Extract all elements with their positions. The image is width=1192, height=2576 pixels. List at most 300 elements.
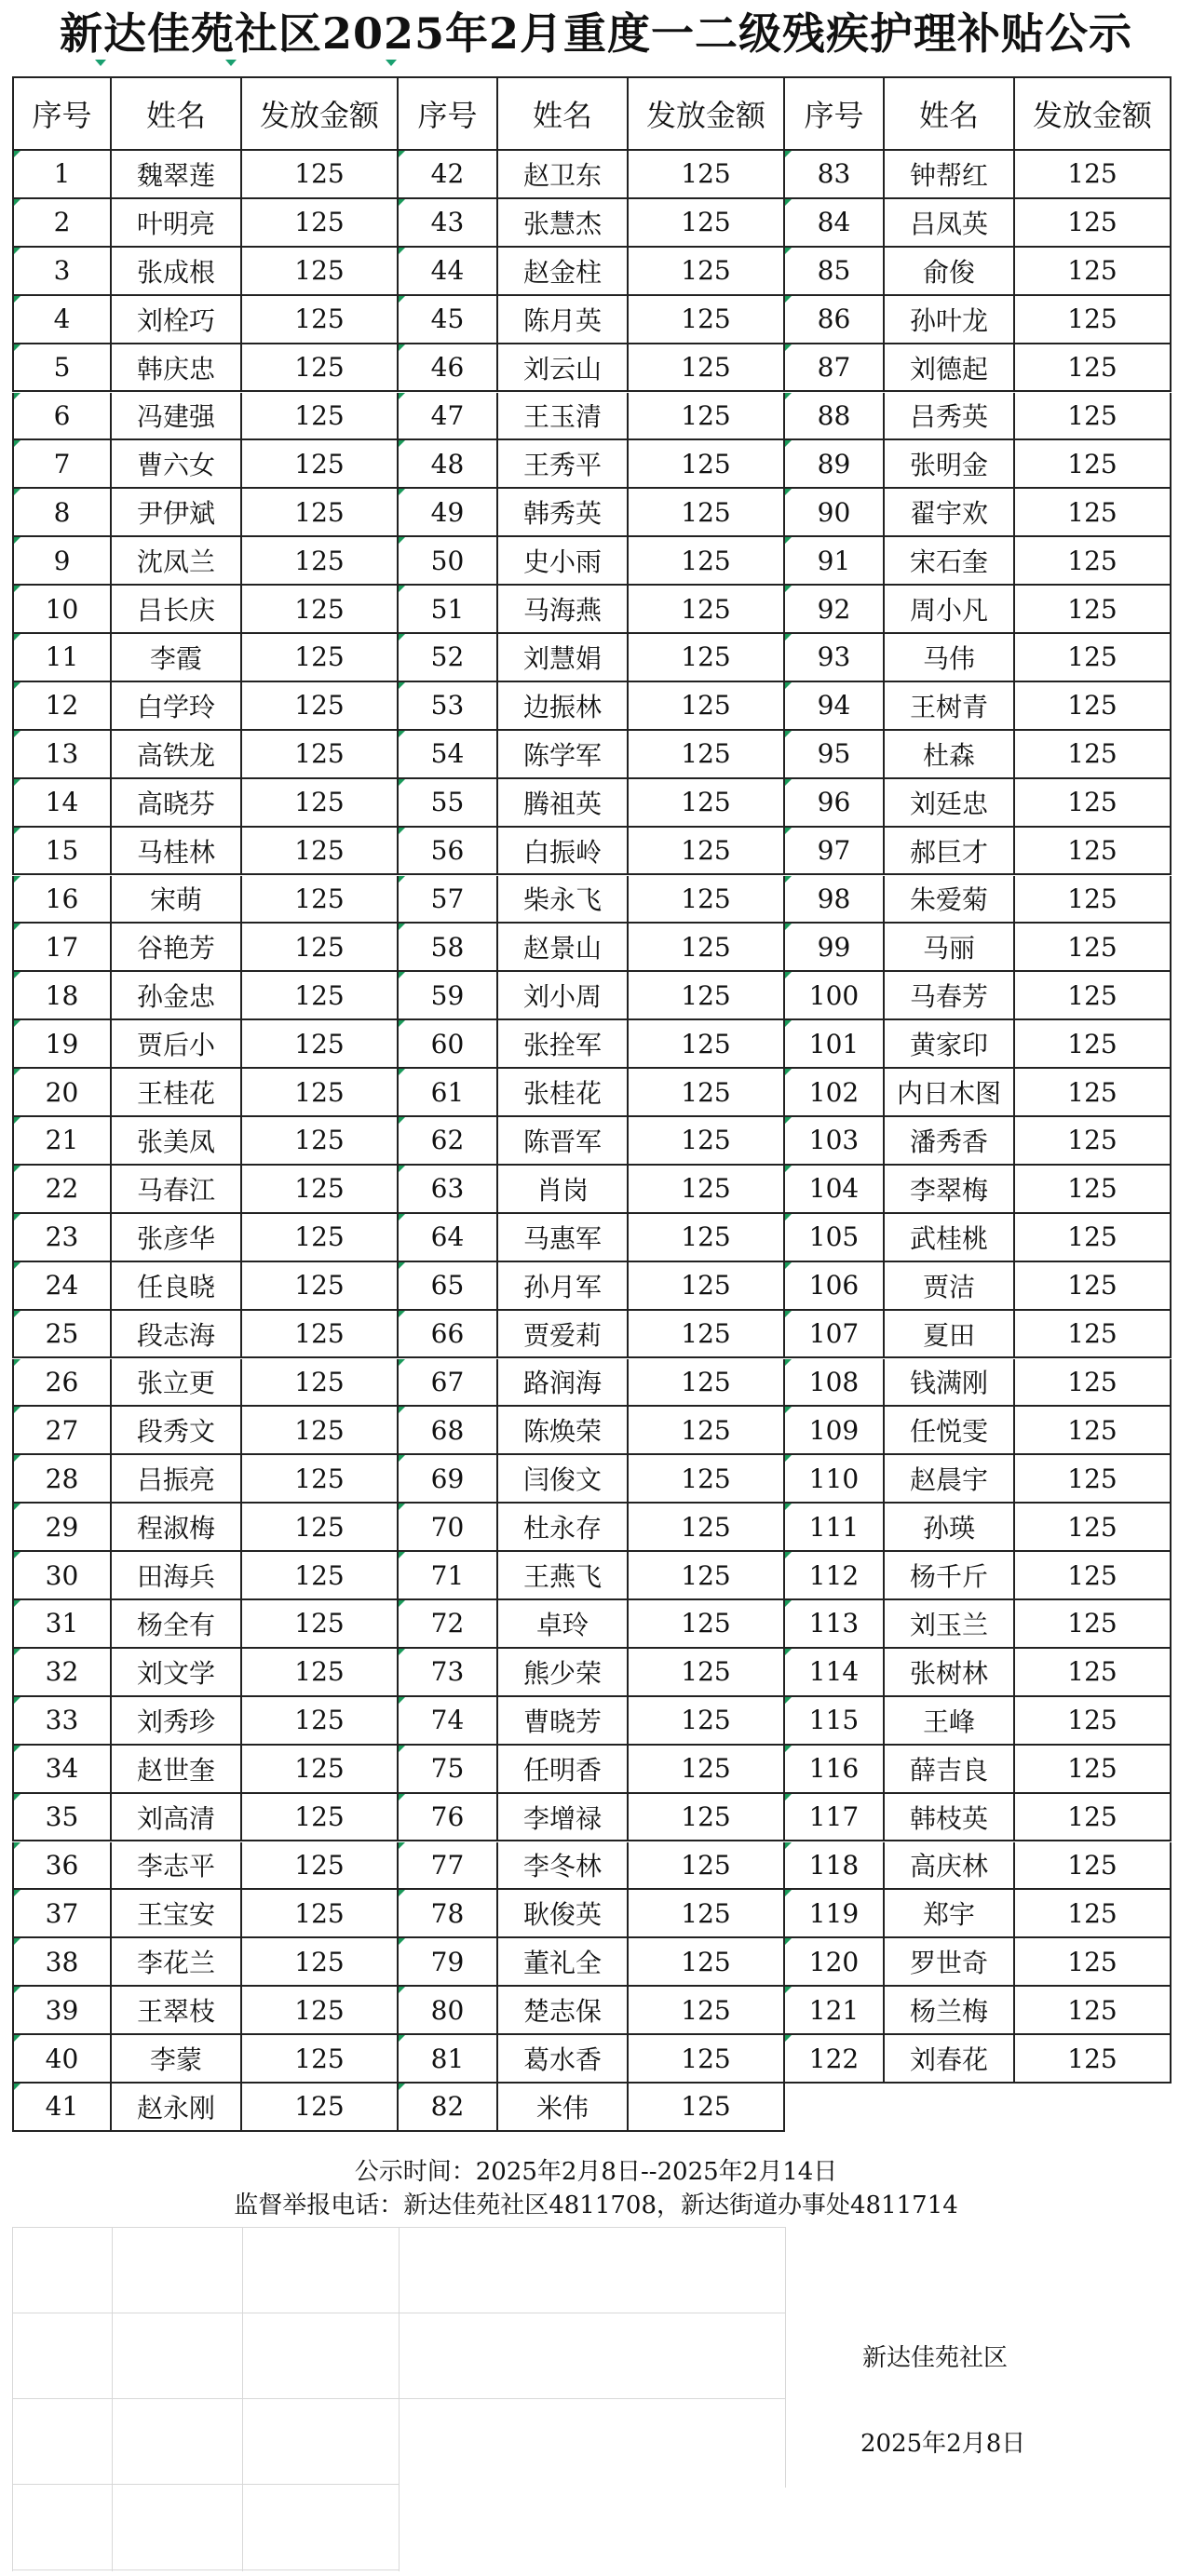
- cell-comment-indicator: [399, 1069, 405, 1075]
- cell-amount: 125: [629, 1890, 785, 1938]
- cell-comment-indicator: [785, 972, 792, 978]
- cell-amount: 125: [1015, 634, 1172, 682]
- cell-amount: 125: [242, 1649, 399, 1697]
- cell-amount: 125: [242, 1166, 399, 1214]
- cell-comment-indicator: [399, 393, 405, 399]
- cell-comment-indicator: [785, 1842, 792, 1849]
- cell-index: 21: [12, 1117, 112, 1166]
- cell-index: 25: [12, 1311, 112, 1359]
- cell-index: 9: [12, 537, 112, 586]
- cell-amount: 125: [629, 972, 785, 1020]
- cell-index: 110: [785, 1455, 885, 1504]
- cell-name: 韩庆忠: [112, 344, 242, 393]
- cell-comment-indicator: [785, 1552, 792, 1558]
- cell-name: 赵卫东: [498, 151, 629, 199]
- cell-comment-indicator: [14, 248, 20, 254]
- cell-index: 44: [399, 248, 498, 296]
- cell-amount: 125: [242, 537, 399, 586]
- cell-index: 6: [12, 393, 112, 441]
- cell-name: 周小凡: [885, 586, 1015, 634]
- cell-name: 赵晨宇: [885, 1455, 1015, 1504]
- cell-amount: 125: [242, 489, 399, 537]
- cell-index: 66: [399, 1311, 498, 1359]
- cell-index: 112: [785, 1552, 885, 1600]
- cell-comment-indicator: [399, 1697, 405, 1704]
- cell-name: 马春江: [112, 1166, 242, 1214]
- cell-amount: 125: [629, 1504, 785, 1552]
- cell-comment-indicator: [785, 489, 792, 495]
- notice-period: 公示时间：2025年2月8日--2025年2月14日: [354, 2158, 838, 2186]
- cell-index: 53: [399, 682, 498, 731]
- cell-amount: 125: [242, 1214, 399, 1262]
- cell-index: 30: [12, 1552, 112, 1600]
- cell-amount: 125: [1015, 924, 1172, 972]
- cell-amount: 125: [242, 1890, 399, 1938]
- cell-name: 马丽: [885, 924, 1015, 972]
- cell-amount: 125: [1015, 537, 1172, 586]
- cell-name: 郝巨才: [885, 828, 1015, 876]
- cell-index: 34: [12, 1746, 112, 1794]
- cell-index: 68: [399, 1407, 498, 1455]
- cell-name: 刘德起: [885, 344, 1015, 393]
- cell-amount: 125: [242, 924, 399, 972]
- cell-comment-indicator: [399, 1117, 405, 1124]
- cell-comment-indicator: [399, 296, 405, 303]
- cell-amount: 125: [1015, 972, 1172, 1020]
- cell-amount: 125: [629, 586, 785, 634]
- cell-comment-indicator: [785, 296, 792, 303]
- cell-comment-indicator: [399, 924, 405, 930]
- cell-comment-indicator: [14, 1262, 20, 1269]
- cell-name: 李蒙: [112, 2035, 242, 2084]
- cell-name: 张美凤: [112, 1117, 242, 1166]
- cell-name: 李花兰: [112, 1938, 242, 1987]
- cell-comment-indicator: [399, 1166, 405, 1172]
- cell-index: 119: [785, 1890, 885, 1938]
- cell-amount: 125: [1015, 1166, 1172, 1214]
- header-amount-1: 发放金额: [242, 76, 399, 151]
- cell-index: 95: [785, 731, 885, 779]
- cell-name: 贾爱莉: [498, 1311, 629, 1359]
- cell-amount: 125: [1015, 393, 1172, 441]
- cell-name: 吕凤英: [885, 199, 1015, 248]
- cell-index: 57: [399, 876, 498, 924]
- cell-index: 58: [399, 924, 498, 972]
- cell-comment-indicator: [399, 1020, 405, 1027]
- cell-index: 82: [399, 2084, 498, 2132]
- cell-amount: 125: [629, 779, 785, 828]
- cell-name: 李翠梅: [885, 1166, 1015, 1214]
- cell-comment-indicator: [785, 1166, 792, 1172]
- cell-comment-indicator: [14, 151, 20, 157]
- cell-index: 35: [12, 1794, 112, 1842]
- cell-name: 陈焕荣: [498, 1407, 629, 1455]
- cell-name: 赵世奎: [112, 1746, 242, 1794]
- cell-amount: 125: [629, 682, 785, 731]
- cell-name: 段志海: [112, 1311, 242, 1359]
- cell-index: 10: [12, 586, 112, 634]
- cell-comment-indicator: [785, 1697, 792, 1704]
- cell-index: 50: [399, 537, 498, 586]
- cell-amount: 125: [242, 393, 399, 441]
- cell-name: 杜永存: [498, 1504, 629, 1552]
- cell-name: 吕振亮: [112, 1455, 242, 1504]
- cell-index: 89: [785, 440, 885, 489]
- gridline: [12, 2398, 399, 2399]
- cell-index: 81: [399, 2035, 498, 2084]
- cell-comment-indicator: [399, 248, 405, 254]
- cell-index: 116: [785, 1746, 885, 1794]
- cell-amount: 125: [629, 440, 785, 489]
- cell-comment-indicator: [785, 586, 792, 592]
- cell-index: 49: [399, 489, 498, 537]
- cell-amount: 125: [1015, 1455, 1172, 1504]
- cell-name: 刘廷忠: [885, 779, 1015, 828]
- cell-name: 吕秀英: [885, 393, 1015, 441]
- cell-amount: 125: [629, 2084, 785, 2132]
- cell-comment-indicator: [785, 1890, 792, 1896]
- cell-comment-indicator: [785, 1504, 792, 1510]
- cell-amount: 125: [242, 1020, 399, 1069]
- cell-comment-indicator: [399, 1890, 405, 1896]
- cell-comment-indicator: [785, 731, 792, 737]
- cell-index: 48: [399, 440, 498, 489]
- filter-marker-2[interactable]: [225, 60, 237, 66]
- cell-comment-indicator: [785, 1600, 792, 1607]
- cell-amount: 125: [1015, 1069, 1172, 1117]
- cell-amount: 125: [629, 151, 785, 199]
- cell-amount: 125: [242, 1311, 399, 1359]
- cell-name: 刘栓巧: [112, 296, 242, 344]
- cell-comment-indicator: [14, 1890, 20, 1896]
- cell-name: 白学玲: [112, 682, 242, 731]
- cell-amount: 125: [242, 1794, 399, 1842]
- cell-comment-indicator: [785, 1117, 792, 1124]
- cell-name: 韩秀英: [498, 489, 629, 537]
- cell-index: 20: [12, 1069, 112, 1117]
- cell-amount: 125: [629, 876, 785, 924]
- cell-index: 47: [399, 393, 498, 441]
- cell-name: 王秀平: [498, 440, 629, 489]
- cell-amount: 125: [629, 1069, 785, 1117]
- cell-amount: 125: [629, 1649, 785, 1697]
- cell-amount: 125: [1015, 489, 1172, 537]
- cell-comment-indicator: [14, 1117, 20, 1124]
- cell-comment-indicator: [14, 876, 20, 883]
- cell-amount: 125: [242, 1117, 399, 1166]
- cell-comment-indicator: [14, 682, 20, 689]
- cell-name: 武桂桃: [885, 1214, 1015, 1262]
- cell-index: 96: [785, 779, 885, 828]
- cell-comment-indicator: [399, 1407, 405, 1413]
- cell-amount: 125: [1015, 682, 1172, 731]
- cell-comment-indicator: [785, 876, 792, 883]
- cell-amount: 125: [1015, 1117, 1172, 1166]
- cell-name: 李霞: [112, 634, 242, 682]
- cell-index: 14: [12, 779, 112, 828]
- cell-index: 42: [399, 151, 498, 199]
- cell-index: 40: [12, 2035, 112, 2084]
- cell-amount: 125: [242, 779, 399, 828]
- cell-name: 王玉清: [498, 393, 629, 441]
- cell-amount: 125: [629, 924, 785, 972]
- cell-amount: 125: [242, 1746, 399, 1794]
- cell-amount: 125: [629, 2035, 785, 2084]
- gridline: [242, 2227, 243, 2571]
- cell-index: 84: [785, 199, 885, 248]
- cell-name: 张成根: [112, 248, 242, 296]
- cell-comment-indicator: [14, 586, 20, 592]
- filter-marker-3[interactable]: [386, 60, 397, 66]
- cell-amount: 125: [1015, 1262, 1172, 1311]
- cell-amount: 125: [629, 1262, 785, 1311]
- gridline: [12, 2569, 399, 2570]
- cell-comment-indicator: [785, 248, 792, 254]
- cell-comment-indicator: [399, 1600, 405, 1607]
- cell-amount: 125: [242, 199, 399, 248]
- cell-name: 内日木图: [885, 1069, 1015, 1117]
- cell-name: 孙叶龙: [885, 296, 1015, 344]
- cell-name: 薛吉良: [885, 1746, 1015, 1794]
- cell-comment-indicator: [14, 1987, 20, 1993]
- cell-name: 孙瑛: [885, 1504, 1015, 1552]
- cell-name: 路润海: [498, 1359, 629, 1408]
- cell-index: 102: [785, 1069, 885, 1117]
- cell-name: 闫俊文: [498, 1455, 629, 1504]
- cell-name: 卓玲: [498, 1600, 629, 1649]
- cell-name: 张立更: [112, 1359, 242, 1408]
- cell-index: 98: [785, 876, 885, 924]
- cell-index: 56: [399, 828, 498, 876]
- cell-name: 杨全有: [112, 1600, 242, 1649]
- cell-name: 曹晓芳: [498, 1697, 629, 1746]
- cell-comment-indicator: [14, 972, 20, 978]
- cell-amount: 125: [1015, 1214, 1172, 1262]
- cell-comment-indicator: [14, 199, 20, 206]
- cell-amount: 125: [1015, 440, 1172, 489]
- cell-amount: 125: [242, 248, 399, 296]
- cell-index: 46: [399, 344, 498, 393]
- cell-comment-indicator: [14, 828, 20, 834]
- cell-comment-indicator: [785, 1069, 792, 1075]
- cell-amount: 125: [1015, 1600, 1172, 1649]
- cell-amount: 125: [1015, 1407, 1172, 1455]
- cell-name: 尹伊斌: [112, 489, 242, 537]
- cell-index: 117: [785, 1794, 885, 1842]
- cell-comment-indicator: [399, 199, 405, 206]
- cell-index: 65: [399, 1262, 498, 1311]
- cell-name: 张明金: [885, 440, 1015, 489]
- cell-index: 121: [785, 1987, 885, 2035]
- cell-amount: 125: [629, 1600, 785, 1649]
- cell-comment-indicator: [399, 1311, 405, 1317]
- cell-amount: 125: [629, 199, 785, 248]
- gridline: [12, 2227, 13, 2571]
- cell-comment-indicator: [14, 296, 20, 303]
- cell-comment-indicator: [14, 634, 20, 641]
- cell-index: 91: [785, 537, 885, 586]
- cell-comment-indicator: [14, 1794, 20, 1801]
- cell-name: 曹六女: [112, 440, 242, 489]
- cell-index: 38: [12, 1938, 112, 1987]
- cell-amount: 125: [1015, 731, 1172, 779]
- cell-comment-indicator: [785, 634, 792, 641]
- cell-amount: 125: [1015, 1842, 1172, 1891]
- cell-comment-indicator: [399, 586, 405, 592]
- cell-name: 宋石奎: [885, 537, 1015, 586]
- cell-amount: 125: [242, 440, 399, 489]
- cell-index: 87: [785, 344, 885, 393]
- signature-date: 2025年2月8日: [860, 2430, 1026, 2458]
- cell-index: 69: [399, 1455, 498, 1504]
- cell-index: 32: [12, 1649, 112, 1697]
- cell-name: 沈凤兰: [112, 537, 242, 586]
- cell-index: 118: [785, 1842, 885, 1891]
- cell-comment-indicator: [399, 682, 405, 689]
- cell-index: 114: [785, 1649, 885, 1697]
- cell-amount: 125: [242, 1069, 399, 1117]
- cell-amount: 125: [242, 344, 399, 393]
- cell-comment-indicator: [14, 1020, 20, 1027]
- cell-comment-indicator: [399, 2035, 405, 2042]
- cell-name: 高庆林: [885, 1842, 1015, 1891]
- cell-index: 107: [785, 1311, 885, 1359]
- cell-comment-indicator: [785, 537, 792, 544]
- cell-index: 26: [12, 1359, 112, 1408]
- cell-comment-indicator: [399, 876, 405, 883]
- filter-marker-1[interactable]: [95, 60, 106, 66]
- cell-name: 钟帮红: [885, 151, 1015, 199]
- cell-comment-indicator: [785, 1214, 792, 1221]
- cell-index: 23: [12, 1214, 112, 1262]
- gridline: [12, 2484, 399, 2485]
- cell-comment-indicator: [399, 537, 405, 544]
- cell-comment-indicator: [399, 1938, 405, 1945]
- cell-index: 78: [399, 1890, 498, 1938]
- cell-comment-indicator: [14, 440, 20, 447]
- cell-name: 耿俊英: [498, 1890, 629, 1938]
- cell-comment-indicator: [785, 682, 792, 689]
- cell-index: 79: [399, 1938, 498, 1987]
- cell-name: 白振岭: [498, 828, 629, 876]
- cell-index: 113: [785, 1600, 885, 1649]
- cell-name: 史小雨: [498, 537, 629, 586]
- cell-index: 99: [785, 924, 885, 972]
- cell-amount: 125: [629, 1842, 785, 1891]
- cell-name: 王翠枝: [112, 1987, 242, 2035]
- cell-index: 24: [12, 1262, 112, 1311]
- cell-comment-indicator: [14, 344, 20, 351]
- cell-index: 3: [12, 248, 112, 296]
- cell-index: 45: [399, 296, 498, 344]
- cell-amount: 125: [629, 1746, 785, 1794]
- cell-index: 92: [785, 586, 885, 634]
- cell-comment-indicator: [785, 393, 792, 399]
- cell-index: 88: [785, 393, 885, 441]
- cell-amount: 125: [629, 1359, 785, 1408]
- cell-index: 104: [785, 1166, 885, 1214]
- cell-name: 陈月英: [498, 296, 629, 344]
- cell-name: 刘春花: [885, 2035, 1015, 2084]
- cell-amount: 125: [242, 296, 399, 344]
- cell-comment-indicator: [785, 344, 792, 351]
- cell-amount: 125: [242, 634, 399, 682]
- cell-name: 张树林: [885, 1649, 1015, 1697]
- cell-comment-indicator: [14, 1069, 20, 1075]
- cell-name: 孙金忠: [112, 972, 242, 1020]
- cell-comment-indicator: [785, 1987, 792, 1993]
- cell-index: 4: [12, 296, 112, 344]
- cell-name: 贾洁: [885, 1262, 1015, 1311]
- cell-amount: 125: [629, 489, 785, 537]
- cell-name: 杨兰梅: [885, 1987, 1015, 2035]
- cell-name: 韩枝英: [885, 1794, 1015, 1842]
- cell-comment-indicator: [399, 1987, 405, 1993]
- cell-name: 熊少荣: [498, 1649, 629, 1697]
- cell-amount: 125: [1015, 1697, 1172, 1746]
- cell-amount: 125: [1015, 1359, 1172, 1408]
- cell-name: 李志平: [112, 1842, 242, 1891]
- signature-org: 新达佳苑社区: [862, 2344, 1009, 2372]
- cell-comment-indicator: [785, 1455, 792, 1462]
- cell-comment-indicator: [399, 828, 405, 834]
- cell-name: 腾祖英: [498, 779, 629, 828]
- cell-name: 张拴军: [498, 1020, 629, 1069]
- page-title: 新达佳苑社区2025年2月重度一二级残疾护理补贴公示: [59, 8, 1133, 59]
- cell-name: 夏田: [885, 1311, 1015, 1359]
- cell-index: 100: [785, 972, 885, 1020]
- cell-amount: 125: [242, 1697, 399, 1746]
- cell-comment-indicator: [785, 2035, 792, 2042]
- cell-index: 29: [12, 1504, 112, 1552]
- cell-amount: 125: [1015, 828, 1172, 876]
- cell-comment-indicator: [785, 1020, 792, 1027]
- cell-name: 杨千斤: [885, 1552, 1015, 1600]
- cell-comment-indicator: [399, 634, 405, 641]
- cell-index: 54: [399, 731, 498, 779]
- cell-index: 11: [12, 634, 112, 682]
- cell-amount: 125: [1015, 2035, 1172, 2084]
- cell-comment-indicator: [785, 1311, 792, 1317]
- cell-name: 刘玉兰: [885, 1600, 1015, 1649]
- cell-comment-indicator: [785, 1794, 792, 1801]
- cell-amount: 125: [1015, 199, 1172, 248]
- cell-index: 19: [12, 1020, 112, 1069]
- cell-index: 90: [785, 489, 885, 537]
- cell-comment-indicator: [14, 1649, 20, 1655]
- cell-name: 刘高清: [112, 1794, 242, 1842]
- cell-comment-indicator: [399, 1262, 405, 1269]
- cell-comment-indicator: [399, 151, 405, 157]
- cell-index: 1: [12, 151, 112, 199]
- cell-amount: 125: [242, 2084, 399, 2132]
- cell-index: 5: [12, 344, 112, 393]
- cell-index: 37: [12, 1890, 112, 1938]
- cell-name: 刘文学: [112, 1649, 242, 1697]
- cell-amount: 125: [629, 393, 785, 441]
- cell-amount: 125: [242, 151, 399, 199]
- cell-index: 16: [12, 876, 112, 924]
- cell-index: 70: [399, 1504, 498, 1552]
- cell-comment-indicator: [14, 1552, 20, 1558]
- cell-comment-indicator: [14, 537, 20, 544]
- cell-index: 15: [12, 828, 112, 876]
- cell-comment-indicator: [14, 1359, 20, 1366]
- cell-index: 94: [785, 682, 885, 731]
- cell-amount: 125: [1015, 344, 1172, 393]
- cell-comment-indicator: [399, 2084, 405, 2090]
- cell-index: 86: [785, 296, 885, 344]
